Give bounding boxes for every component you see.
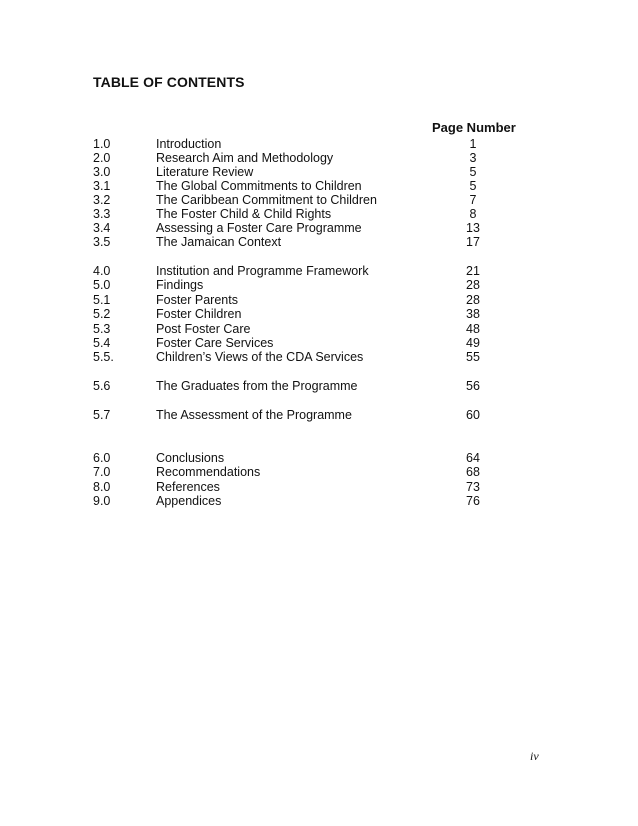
toc-entry-title: Institution and Programme Framework <box>156 264 369 278</box>
toc-entry <box>93 235 533 250</box>
toc-entry-title: Post Foster Care <box>156 322 251 336</box>
toc-entry-title: The Foster Child & Child Rights <box>156 207 332 221</box>
toc-entry-page: 76 <box>466 494 480 508</box>
toc-entry-page: 68 <box>466 465 480 479</box>
toc-entry-title: Findings <box>156 278 204 292</box>
toc-entry-number: 5.3 <box>93 322 111 336</box>
toc-entry-number: 3.3 <box>93 207 111 221</box>
toc-entry-page: 48 <box>466 322 480 336</box>
toc-entry-page: 5 <box>469 165 477 179</box>
toc-entry-title: Introduction <box>156 137 222 151</box>
toc-entry <box>93 336 533 351</box>
toc-entry <box>93 322 533 337</box>
toc-entry-title: Appendices <box>156 494 222 508</box>
toc-entry-page: 60 <box>466 408 480 422</box>
toc-entry-title: Foster Parents <box>156 293 238 307</box>
toc-entry-page: 28 <box>466 278 480 292</box>
toc-entry-number: 5.5. <box>93 350 114 364</box>
toc-entry <box>93 379 533 394</box>
toc-entry-page: 5 <box>469 179 477 193</box>
toc-entry-number: 5.1 <box>93 293 111 307</box>
toc-entry <box>93 221 533 236</box>
toc-entry-title: Recommendations <box>156 465 261 479</box>
toc-entry-title: Children’s Views of the CDA Services <box>156 350 364 364</box>
toc-entry-number: 9.0 <box>93 494 111 508</box>
toc-entry-number: 7.0 <box>93 465 111 479</box>
toc-entry <box>93 207 533 222</box>
toc-entry-page: 7 <box>469 193 477 207</box>
toc-entry-page: 38 <box>466 307 480 321</box>
page-footer-number: iv <box>530 749 539 763</box>
toc-entry-number: 5.4 <box>93 336 111 350</box>
toc-entry-page: 49 <box>466 336 480 350</box>
toc-entry <box>93 137 533 152</box>
toc-entry-number: 5.6 <box>93 379 111 393</box>
toc-entry-title: Foster Care Services <box>156 336 274 350</box>
toc-entry-page: 13 <box>466 221 480 235</box>
toc-entry-title: The Caribbean Commitment to Children <box>156 193 377 207</box>
toc-entry-number: 3.0 <box>93 165 111 179</box>
toc-entry <box>93 465 533 480</box>
toc-entry-number: 1.0 <box>93 137 111 151</box>
toc-entry <box>93 480 533 495</box>
toc-entry <box>93 293 533 308</box>
toc-entry-number: 3.2 <box>93 193 111 207</box>
page-number-header: Page Number <box>432 120 516 135</box>
toc-entry-title: Research Aim and Methodology <box>156 151 334 165</box>
toc-entry-title: The Graduates from the Programme <box>156 379 358 393</box>
toc-entry-number: 3.5 <box>93 235 111 249</box>
toc-entry <box>93 151 533 166</box>
toc-entry <box>93 494 533 509</box>
toc-entry-page: 73 <box>466 480 480 494</box>
toc-entry <box>93 179 533 194</box>
toc-entry <box>93 408 533 423</box>
toc-entry <box>93 165 533 180</box>
toc-entry-page: 56 <box>466 379 480 393</box>
toc-entry-number: 3.4 <box>93 221 111 235</box>
toc-entry <box>93 350 533 365</box>
toc-entry-page: 64 <box>466 451 480 465</box>
toc-entry-page: 21 <box>466 264 480 278</box>
toc-entry <box>93 278 533 293</box>
toc-entry-title: The Jamaican Context <box>156 235 282 249</box>
toc-entry-title: Literature Review <box>156 165 254 179</box>
toc-entry <box>93 307 533 322</box>
toc-entry-title: The Assessment of the Programme <box>156 408 352 422</box>
toc-entry <box>93 451 533 466</box>
toc-entry-number: 2.0 <box>93 151 111 165</box>
toc-entry-page: 17 <box>466 235 480 249</box>
toc-entry-number: 5.7 <box>93 408 111 422</box>
toc-entry-number: 3.1 <box>93 179 111 193</box>
toc-entry-number: 4.0 <box>93 264 111 278</box>
toc-entry-number: 6.0 <box>93 451 111 465</box>
toc-entry-page: 3 <box>469 151 477 165</box>
toc-entry-title: Assessing a Foster Care Programme <box>156 221 362 235</box>
toc-entry <box>93 264 533 279</box>
toc-entry-number: 5.2 <box>93 307 111 321</box>
toc-title: TABLE OF CONTENTS <box>93 74 245 90</box>
toc-entry-page: 28 <box>466 293 480 307</box>
toc-entry-page: 8 <box>469 207 477 221</box>
toc-entry-title: Foster Children <box>156 307 242 321</box>
toc-entry-page: 1 <box>469 137 477 151</box>
toc-entry-title: References <box>156 480 220 494</box>
toc-entry-title: Conclusions <box>156 451 225 465</box>
toc-entry-page: 55 <box>466 350 480 364</box>
toc-entry <box>93 193 533 208</box>
toc-entry-number: 8.0 <box>93 480 111 494</box>
toc-entry-title: The Global Commitments to Children <box>156 179 362 193</box>
toc-entry-number: 5.0 <box>93 278 111 292</box>
